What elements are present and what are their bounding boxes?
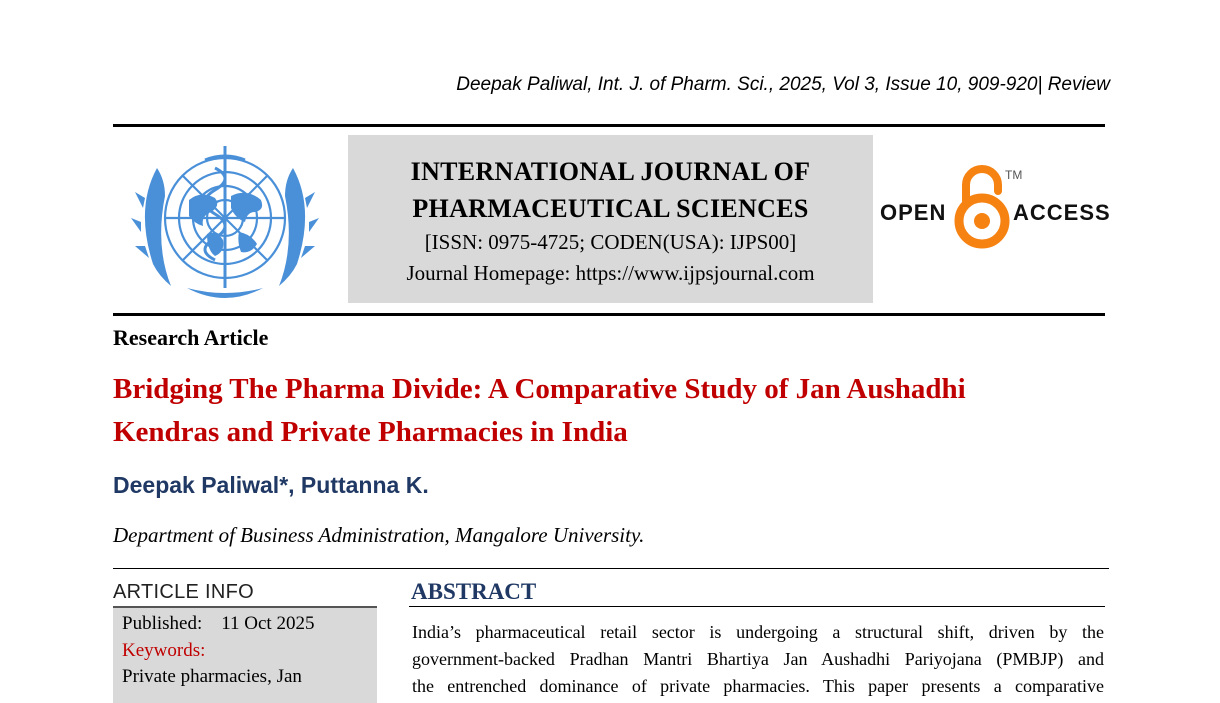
abstract-heading: ABSTRACT [411, 579, 537, 604]
abstract-body [412, 619, 1104, 700]
keywords-text: Private pharmacies, Jan [122, 666, 302, 687]
journal-homepage-line: Journal Homepage: https://www.ijpsjournal.com [406, 261, 815, 285]
article-title-line1: Bridging The Pharma Divide: A Comparative Study of Jan Aushadhi [113, 373, 966, 405]
published-label: Published: [122, 613, 203, 634]
abstract-line: the entrenched dominance of private pharmacies. This paper presents a comparative [412, 676, 1104, 696]
author-affiliation: Department of Business Administration, Mangalore University. [113, 523, 645, 547]
article-title [113, 368, 1113, 454]
published-date: 11 Oct 2025 [221, 613, 315, 634]
journal-name-line2: PHARMACEUTICAL SCIENCES [412, 194, 809, 223]
journal-name [348, 153, 873, 227]
article-info-heading: ARTICLE INFO [113, 581, 255, 603]
journal-emblem-logo [127, 138, 323, 306]
article-type-label: Research Article [113, 325, 269, 350]
abstract-rule [409, 606, 1105, 607]
open-access-logo [880, 163, 1110, 253]
trademark-symbol: TM [1005, 168, 1023, 182]
published-row [122, 613, 314, 635]
open-access-open-text: OPEN [880, 200, 947, 225]
abstract-line: India’s pharmaceutical retail sector is undergoing a structural shift, driven by the [412, 622, 1104, 642]
article-info-box [113, 606, 377, 703]
affiliation-rule [113, 568, 1109, 569]
abstract-line: government-backed Pradhan Mantri Bhartiya Jan Aushadhi Pariyojana (PMBJP) and [412, 649, 1104, 669]
journal-citation-header: Deepak Paliwal, Int. J. of Pharm. Sci., 2025, Vol 3, Issue 10, 909-920| Review [456, 74, 1110, 95]
masthead-bottom-rule [113, 313, 1105, 316]
journal-masthead [348, 135, 873, 303]
open-lock-icon [954, 165, 1010, 251]
top-rule-divider [113, 124, 1105, 127]
open-access-access-text: ACCESS [1013, 200, 1111, 225]
article-authors: Deepak Paliwal*, Puttanna K. [113, 472, 429, 498]
journal-name-line1: INTERNATIONAL JOURNAL OF [410, 157, 811, 186]
article-title-line2: Kendras and Private Pharmacies in India [113, 416, 628, 448]
keywords-label: Keywords: [122, 640, 206, 661]
issn-coden-line: [ISSN: 0975-4725; CODEN(USA): IJPS00] [424, 230, 797, 254]
